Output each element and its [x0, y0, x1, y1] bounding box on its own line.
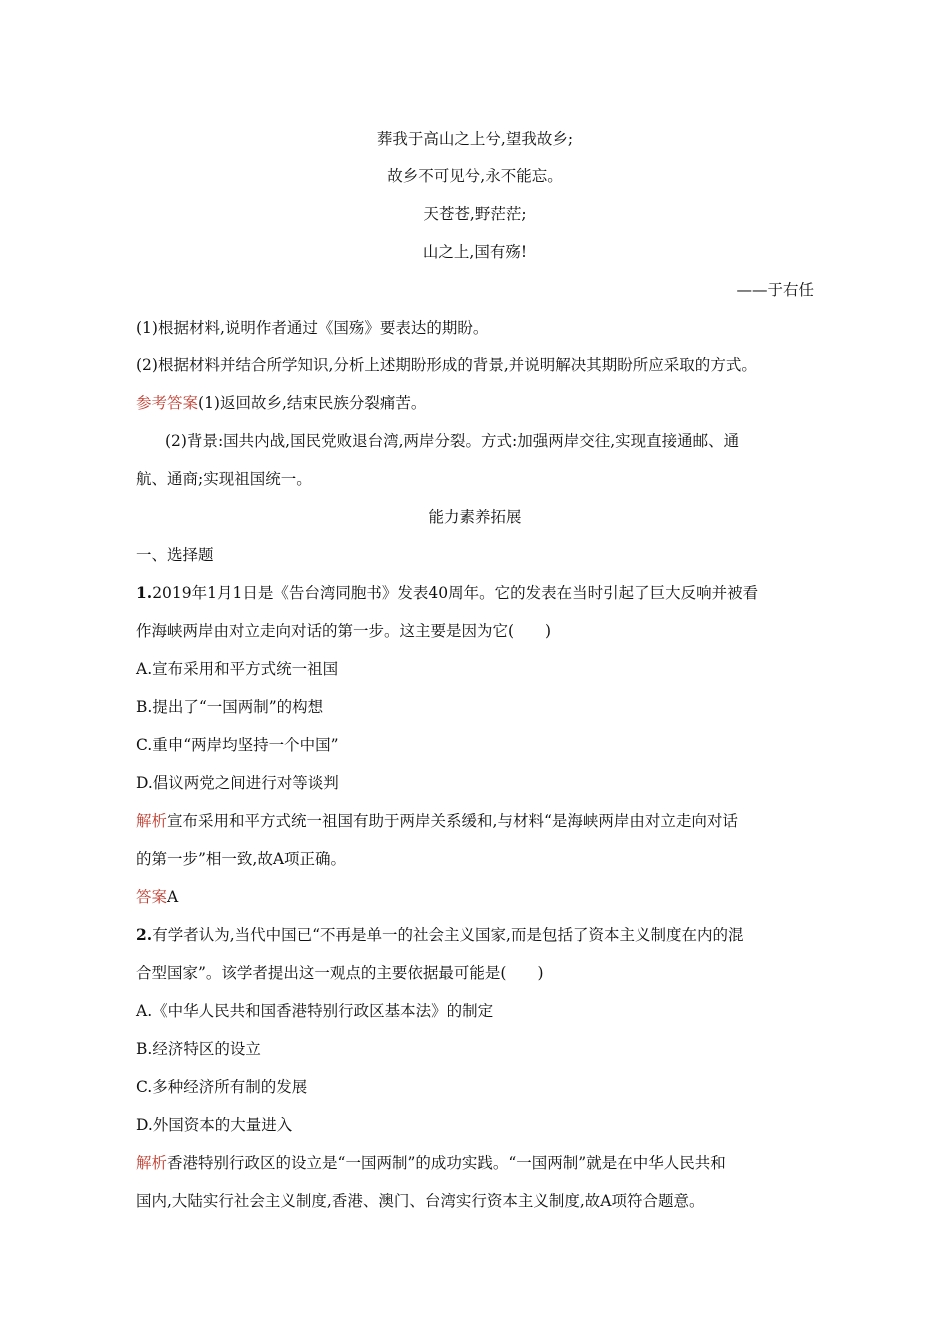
q1-analysis-label: 解析: [136, 812, 168, 830]
q2-stem-line1: [136, 925, 743, 945]
section-title: 能力素养拓展: [428, 508, 522, 526]
q1-option-d: D.倡议两党之间进行对等谈判: [136, 774, 339, 792]
q1-answer-label: 答案: [136, 888, 168, 906]
q2-stem-text1: 有学者认为,当代中国已“不再是单一的社会主义国家,而是包括了资本主义制度在内的混: [152, 926, 744, 944]
q1-stem-line2: 作海峡两岸由对立走向对话的第一步。这主要是因为它( ): [136, 622, 552, 640]
q1-answer-value: A: [167, 888, 179, 906]
ref-answer-part2-line1: (2)背景:国共内战,国民党败退台湾,两岸分裂。方式:加强两岸交往,实现直接通邮、通: [165, 432, 740, 450]
q1-option-b: B.提出了“一国两制”的构想: [136, 698, 324, 716]
q2-analysis-text1: 香港特别行政区的设立是“一国两制”的成功实践。“一国两制”就是在中华人民共和: [167, 1154, 726, 1172]
ref-answer-part1: (1)返回故乡,结束民族分裂痛苦。: [198, 394, 427, 412]
q1-analysis-line1: [136, 811, 738, 831]
poem-line-2: 故乡不可见兮,永不能忘。: [387, 167, 563, 185]
poem-line-3: 天苍苍,野茫茫;: [423, 205, 527, 223]
q2-option-a: A.《中华人民共和国香港特别行政区基本法》的制定: [136, 1002, 494, 1020]
ref-answer: [136, 393, 426, 413]
q2-option-b: B.经济特区的设立: [136, 1040, 261, 1058]
ref-answer-label: 参考答案: [136, 394, 199, 412]
q1-stem-line1: [136, 583, 758, 603]
q2-stem-line2: 合型国家”。该学者提出这一观点的主要依据最可能是( ): [136, 964, 544, 982]
q1-answer: [136, 887, 178, 907]
ref-answer-part2-line2: 航、通商;实现祖国统一。: [136, 470, 312, 488]
q1-stem-text1: 2019年1月1日是《告台湾同胞书》发表40周年。它的发表在当时引起了巨大反响并被看: [152, 584, 759, 602]
prev-question-1: (1)根据材料,说明作者通过《国殇》要表达的期盼。: [136, 319, 489, 337]
q1-option-c: C.重申“两岸均坚持一个中国”: [136, 736, 339, 754]
q1-analysis-text1: 宣布采用和平方式统一祖国有助于两岸关系缓和,与材料“是海峡两岸由对立走向对话: [167, 812, 738, 830]
poem-author: ——于右任: [736, 281, 814, 299]
q1-option-a: A.宣布采用和平方式统一祖国: [136, 660, 339, 678]
q2-analysis-line2: 国内,大陆实行社会主义制度,香港、澳门、台湾实行资本主义制度,故A项符合题意。: [136, 1192, 705, 1210]
q2-analysis-label: 解析: [136, 1154, 168, 1172]
q2-number: 2.: [136, 925, 153, 944]
q2-analysis-line1: [136, 1153, 726, 1173]
q2-option-d: D.外国资本的大量进入: [136, 1116, 293, 1134]
subsection-title: 一、选择题: [136, 546, 214, 564]
poem-line-4: 山之上,国有殇!: [422, 243, 528, 261]
q1-number: 1.: [136, 583, 153, 602]
poem-line-1: 葬我于高山之上兮,望我故乡;: [376, 130, 574, 148]
q2-option-c: C.多种经济所有制的发展: [136, 1078, 308, 1096]
q1-analysis-line2: 的第一步”相一致,故A项正确。: [136, 850, 347, 868]
prev-question-2: (2)根据材料并结合所学知识,分析上述期盼形成的背景,并说明解决其期盼所应采取的方式。: [136, 356, 757, 374]
